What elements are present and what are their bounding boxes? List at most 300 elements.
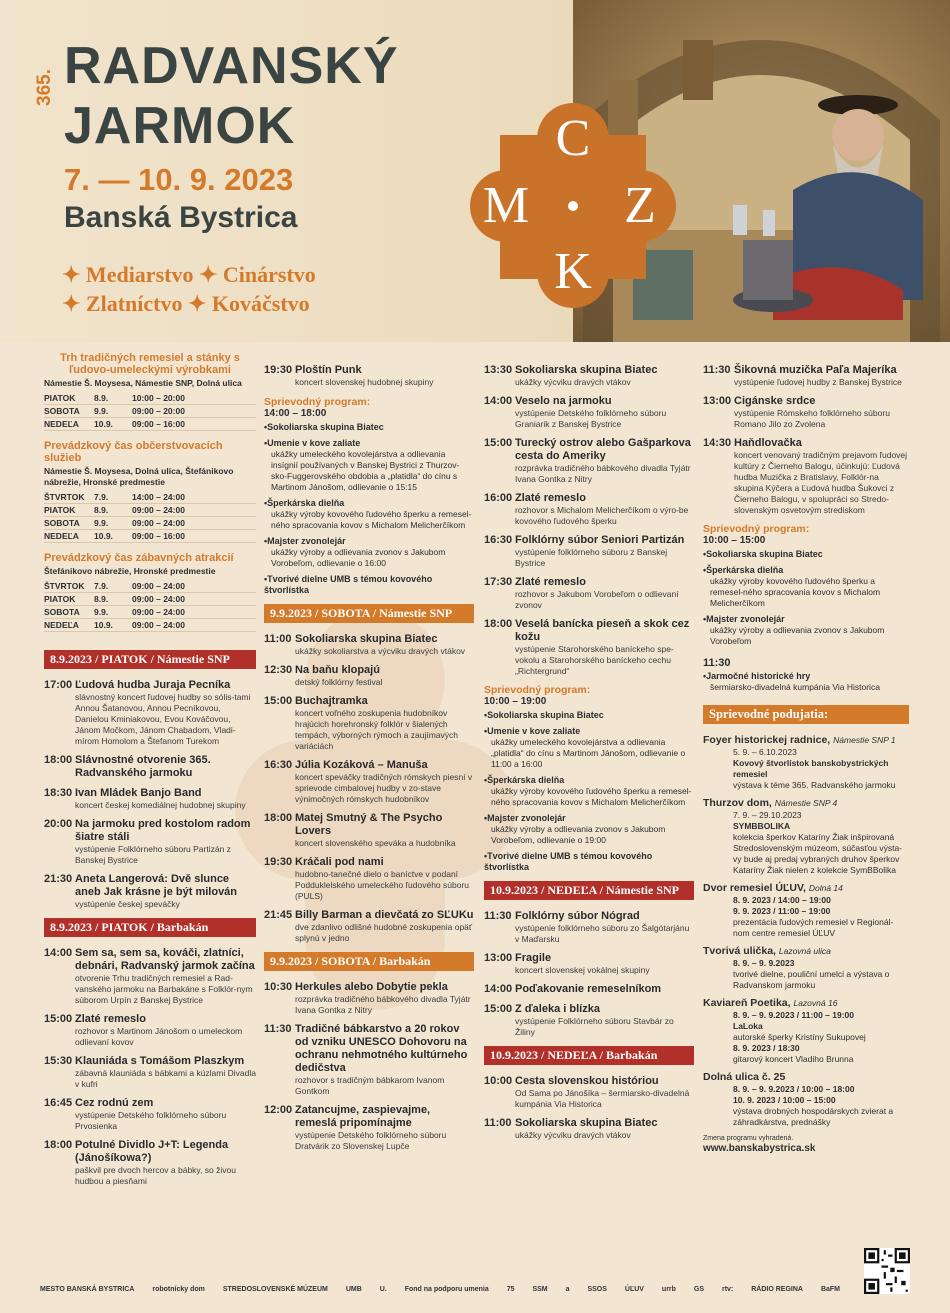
event-item (264, 909, 474, 944)
event-time: 18:30 (44, 787, 73, 799)
side-event-line: 8. 9. 2023 / 14:00 – 19:00 (733, 895, 831, 905)
event-name: Billy Barman a dievčatá zo SĽUKu (295, 909, 474, 921)
event-body (295, 759, 474, 805)
event-name: Na baňu klopajú (295, 664, 380, 676)
event-name: Ploštín Punk (295, 364, 362, 376)
sponsor-logo: GS (693, 1286, 705, 1293)
hours-row: NEDEĽA 10.9. 09:00 – 24:00 (44, 619, 256, 632)
program-item-desc: ukážky výroby kovového ľudového šperku a remesel-ného spracovania kovov s Michalom Melicherčíkom (491, 786, 692, 807)
event-name: Ľudová hudba Juraja Pecníka (75, 679, 231, 691)
side-event-venue (703, 945, 909, 958)
event-item (703, 437, 909, 516)
event-time: 11:30 (703, 657, 731, 669)
event-desc: vystúpenie Folklórneho súboru Stavbár zo Žiliny (515, 1016, 674, 1037)
event-time: 18:00 (44, 1139, 73, 1151)
event-item (484, 618, 694, 677)
program-item-name: • Umenie v kove zaliate (264, 438, 474, 449)
hours-location: Námestie Š. Moysesa, Námestie SNP, Dolná ulica (44, 378, 242, 388)
event-dates: 7. — 10. 9. 2023 (64, 162, 294, 197)
event-item (484, 1117, 694, 1141)
event-name: Na jarmoku pred kostolom radom šiatre stáli (75, 818, 251, 843)
logo-letter-m: M (470, 170, 542, 242)
hours-row: PIATOK 8.9. 09:00 – 24:00 (44, 504, 256, 517)
hours-row: SOBOTA 9.9. 09:00 – 24:00 (44, 517, 256, 530)
event-item (484, 576, 694, 611)
event-time: 15:00 (484, 437, 513, 449)
event-body (295, 1104, 474, 1152)
program-time: 10:00 – 15:00 (703, 535, 766, 546)
hours-row: PIATOK 8.9. 09:00 – 24:00 (44, 593, 256, 606)
event-city: Banská Bystrica (64, 201, 298, 234)
event-item (44, 873, 256, 910)
side-program-sun (703, 523, 909, 647)
sponsor-logos (40, 1276, 840, 1304)
day-banner-sat-barbakan: 9.9.2023 / SOBOTA / Barbakán (264, 952, 474, 971)
event-item (44, 1139, 256, 1187)
hours-title: Trh tradičných remesiel a stánky s ľudovo-umeleckými výrobkami (60, 352, 240, 376)
event-body (515, 576, 694, 611)
side-event-address: Námestie SNP 4 (774, 798, 838, 808)
sponsor-logo: 75 (506, 1286, 515, 1293)
event-name: Slávnostné otvorenie 365. Radvanského jarmoku (75, 754, 211, 779)
side-event-line: 8. 9. – 9. 9.2023 / 10:00 – 18:00 (733, 1084, 855, 1094)
event-item (44, 754, 256, 780)
event-desc: koncert slovenskej vokálnej skupiny (515, 965, 650, 975)
event-name: Buchajtramka (295, 695, 368, 707)
event-name: Tradičné bábkarstvo a 20 rokov od vzniku UNESCO Dohovoru na ochranu nehmotného kultúrneho dedičstva (295, 1023, 468, 1074)
side-event-line: 8. 9. 2023 / 18:30 (733, 1043, 800, 1053)
event-name: Cez rodnú zem (75, 1097, 154, 1109)
event-desc: koncert venovaný tradičným prejavom ľudovej kultúry z Čierneho Balogu, účinkujú: Ľudová hudba Muzička z Bratislavy, Folklór-na skupina Kýčera a Ľudová hudba Šukovci z Čierneho Balogu, v spolupráci so Stredo-slovenským osvetovým strediskom (734, 450, 908, 515)
sponsor-logo: ÚĽUV (624, 1286, 644, 1293)
program-change-note: Zmena programu vyhradená. (703, 1135, 794, 1142)
event-name: Potulné Dividlo J+T: Legenda (Jánošíkowa?) (75, 1139, 229, 1164)
column-2 (264, 352, 474, 1159)
event-name: Ivan Mládek Banjo Band (75, 787, 202, 799)
day-banner-sun-barbakan: 10.9.2023 / NEDEĽA / Barbakán (484, 1046, 694, 1065)
event-desc: paškvil pre dvoch hercov a bábky, so živou hudbou a piesňami (75, 1165, 236, 1186)
event-name: Folklórny súbor Nógrad (515, 910, 640, 922)
event-desc: rozprávka tradičného bábkového divadla Tyjátr Ivana Gontka z Nitry (515, 463, 691, 484)
event-desc: vystúpenie Detského folklórneho súboru Graniarik z Banskej Bystrice (515, 408, 667, 429)
event-item (264, 1023, 474, 1097)
side-event-venue-name: Kaviareň Poetika, (703, 997, 791, 1009)
day-banner-fri-snp: 8.9.2023 / PIATOK / Námestie SNP (44, 650, 256, 669)
event-body (75, 787, 256, 811)
event-item (264, 759, 474, 805)
side-event-line: 9. 9. 2023 / 11:00 – 19:00 (733, 906, 831, 916)
event-time: 14:30 (703, 437, 732, 449)
program-item-desc: ukážky výroby a odlievania zvonov s Jakubom Vorobeľom, odlievanie o 16:00 (271, 547, 446, 568)
side-event-venue (703, 734, 909, 747)
event-time: 21:30 (44, 873, 73, 885)
hours-row: PIATOK 8.9. 10:00 – 20:00 (44, 392, 256, 405)
event-desc: rozhovor s Jakubom Vorobeľom o odlievaní zvonov (515, 589, 679, 610)
side-event-line: prezentácia ľudových remesiel v Regionál-nom centre remesiel ÚĽUV (733, 917, 894, 938)
event-item (484, 395, 694, 430)
column-3 (484, 352, 694, 1148)
side-event (703, 797, 909, 876)
program-item (264, 574, 474, 596)
event-item (703, 657, 909, 670)
event-desc: koncert voľného zoskupenia hudobníkov hrajúcich horehronský folklór v šialených tempách, výborných rýmoch a zaujímavých variáciách (295, 708, 458, 751)
event-item (703, 395, 909, 430)
event-body (734, 364, 909, 388)
event-name: Sokoliarska skupina Biatec (515, 1117, 658, 1129)
event-desc: dve zdanlivo odlišné hudobné zoskupenia opäť splynú v jedno (295, 922, 473, 943)
event-body (515, 1003, 694, 1038)
event-desc: vystúpenie Starohorského baníckeho spe-vokolu a Starohorského baníckeho cechu „Richtergrund“ (515, 644, 674, 676)
sponsor-logo: rtv: (721, 1286, 734, 1293)
event-body (295, 981, 474, 1016)
program-item-name: • Sokoliarska skupina Biatec (484, 710, 694, 721)
event-item (44, 1097, 256, 1132)
event-time: 17:00 (44, 679, 73, 691)
program-time: 10:00 – 19:00 (484, 696, 547, 707)
event-body (75, 754, 256, 780)
program-item-name: • Tvorivé dielne UMB s témou kovového štvorlístka (264, 574, 474, 596)
event-list-sat-barbakan (264, 981, 474, 1152)
event-name: Haňdlovačka (734, 437, 802, 449)
hours-row: NEDEĽA 10.9. 09:00 – 16:00 (44, 530, 256, 543)
event-name: Poďakovanie remeselníkom (515, 983, 662, 995)
event-time: 12:30 (264, 664, 293, 676)
event-time: 11:30 (264, 1023, 292, 1035)
event-desc: otvorenie Trhu tradičných remesiel a Rad-vanského jarmoku na Barbakáne s Folklór-nym súborom Urpín z Banskej Bystrice (75, 973, 253, 1005)
event-desc: vystúpenie Folklórneho súboru Partizán z Banskej Bystrice (75, 844, 231, 865)
qr-code[interactable] (864, 1248, 910, 1294)
sponsor-logo: SSM (532, 1286, 548, 1293)
event-item (44, 1013, 256, 1048)
sponsor-logo: SSOS (587, 1286, 607, 1293)
event-item (484, 1003, 694, 1038)
event-name: Zlaté remeslo (75, 1013, 146, 1025)
program-item (264, 536, 474, 569)
side-event (703, 945, 909, 991)
event-desc: vystúpenie Detského folklórneho súboru Prvosienka (75, 1110, 227, 1131)
program-item (264, 498, 474, 531)
sponsor-logo: RÁDIO REGINA (751, 1286, 803, 1293)
program-item-name: • Sokoliarska skupina Biatec (703, 549, 909, 560)
event-desc: koncert slovenskej hudobnej skupiny (295, 377, 434, 387)
event-desc: koncert speváčky tradičných rómskych piesní v sprievode cimbalovej hudby v zo-stave výnimočných rómskych hudobníkov (295, 772, 473, 804)
event-name: Aneta Langerová: Dvě slunce aneb Jak krásne je být milován (75, 873, 238, 898)
event-time: 14:00 (484, 983, 513, 995)
side-event-venue (703, 882, 909, 895)
side-event-line: Kovový štvorlístok banskobystrických remesiel (733, 758, 889, 779)
event-list-sun-barbakan-cont (703, 364, 909, 516)
program-item-desc: ukážky umeleckého kovolejárstva a odlievania insígnií používaných v Banskej Bystrici z Thurzov-sko-Fuggerovského obdobia a „platidla“ do cínu s Martinom Jánošom, odlievanie o 15:15 (271, 449, 460, 492)
event-desc: ukážky výcviku dravých vtákov (515, 1130, 631, 1140)
event-name: Veselá banícka pieseň a skok cez kožu (515, 618, 690, 643)
event-body (75, 947, 256, 1006)
event-item (44, 1055, 256, 1090)
event-body (515, 952, 694, 976)
program-item-name: • Majster zvonolejár (703, 614, 909, 625)
hours-title: Prevádzkový čas občerstvovacích služieb (44, 440, 223, 464)
event-name: Kráčali pod nami (295, 856, 384, 868)
event-item (44, 818, 256, 866)
side-event-address: Námestie SNP 1 (833, 735, 896, 745)
event-body (734, 395, 909, 430)
event-body (515, 1075, 694, 1110)
event-time: 15:00 (484, 1003, 513, 1015)
event-time: 13:30 (484, 364, 513, 376)
event-body (515, 534, 694, 569)
event-time: 10:00 (484, 1075, 513, 1087)
event-time: 10:30 (264, 981, 293, 993)
event-desc: vystúpenie Detského folklórneho súboru Dratvárik zo Slovenskej Lupče (295, 1130, 447, 1151)
page-title-line2: JARMOK (64, 97, 296, 155)
hours-location: Námestie Š. Moysesa, Dolná ulica, Štefánikovo nábrežie, Hronské predmestie (44, 466, 234, 487)
logo-dot (568, 201, 578, 211)
sponsor-logo: MESTO BANSKÁ BYSTRICA (40, 1286, 135, 1293)
hours-row: NEDEĽA 10.9. 09:00 – 16:00 (44, 418, 256, 431)
event-item (484, 910, 694, 945)
program-heading: Sprievodný program: (264, 396, 371, 408)
event-body (515, 910, 694, 945)
event-name: Júlia Kozáková – Manuša (295, 759, 428, 771)
program-item-name: • Šperkárska dielňa (264, 498, 474, 509)
program-item-desc: ukážky výroby a odlievania zvonov s Jakubom Vorobeľom (710, 625, 885, 646)
event-body (75, 873, 256, 910)
program-heading: Sprievodný program: (484, 684, 591, 696)
event-item (44, 787, 256, 811)
side-event (703, 1071, 909, 1128)
event-time: 18:00 (44, 754, 73, 766)
event-list-sun-barbakan (484, 1075, 694, 1141)
event-time: 12:00 (264, 1104, 293, 1116)
event-time: 20:00 (44, 818, 73, 830)
event-time: 18:00 (264, 812, 293, 824)
event-time: 13:00 (484, 952, 513, 964)
event-name: Folklórny súbor Seniori Partizán (515, 534, 685, 546)
program-heading: Sprievodný program: (703, 523, 810, 535)
event-body (295, 909, 474, 944)
program-item-name: • Šperkárska dielňa (703, 565, 909, 576)
day-banner-sun-snp: 10.9.2023 / NEDEĽA / Námestie SNP (484, 881, 694, 900)
crafts-line2: ✦ Zlatníctvo ✦ Kováčstvo (62, 291, 310, 316)
side-event-line: SYMBBOLIKA (733, 821, 791, 831)
program-item (703, 549, 909, 560)
event-body (515, 364, 694, 388)
event-item (484, 364, 694, 388)
sponsor-logo: urrb (661, 1286, 676, 1293)
event-time: 17:30 (484, 576, 513, 588)
event-body (75, 1013, 256, 1048)
event-item (264, 364, 474, 388)
event-desc: zábavná klauniáda s bábkami a kúzlami Divadla v kufri (75, 1068, 256, 1089)
event-item (484, 952, 694, 976)
event-item (264, 856, 474, 902)
event-time: 11:00 (264, 633, 292, 645)
side-event-line: 8. 9. – 9. 9.2023 (733, 958, 795, 968)
event-item (703, 364, 909, 388)
program-item (484, 851, 694, 873)
event-item (44, 679, 256, 747)
event-item (484, 534, 694, 569)
crafts-line1: ✦ Mediarstvo ✦ Cinárstvo (62, 262, 316, 287)
sponsor-logo: a (565, 1286, 570, 1293)
program-item-name: • Umenie v kove zaliate (484, 726, 694, 737)
program-item-name: • Majster zvonolejár (484, 813, 694, 824)
event-time: 15:30 (44, 1055, 73, 1067)
website-link[interactable]: www.banskabystrica.sk (703, 1143, 816, 1154)
event-item (264, 633, 474, 657)
program-item-desc: ukážky výroby kovového ľudového šperku a remesel-ného spracovania kovov s Michalom Melicherčíkom (271, 509, 472, 530)
event-time: 11:30 (703, 364, 731, 376)
logo-letter-k: K (537, 236, 609, 308)
event-time: 15:00 (44, 1013, 73, 1025)
event-list-fri-snp (44, 679, 256, 910)
event-body (75, 1139, 256, 1187)
page-title-line1: RADVANSKÝ (64, 37, 399, 95)
event-body (75, 1055, 256, 1090)
event-item (264, 1104, 474, 1152)
event-body (515, 395, 694, 430)
side-event-venue (703, 997, 909, 1010)
event-time: 13:00 (703, 395, 732, 407)
program-item-desc: šermiarsko-divadelná kumpánia Via Historica (710, 682, 880, 692)
event-name: Sokoliarska skupina Biatec (515, 364, 658, 376)
program-item-desc: ukážky výroby a odlievania zvonov s Jakubom Vorobeľom, odlievanie o 19:00 (491, 824, 666, 845)
logo-letter-z: Z (604, 170, 676, 242)
sponsor-logo: Fond na podporu umenia (404, 1286, 489, 1293)
side-event-line: 10. 9. 2023 / 10:00 – 15:00 (733, 1095, 836, 1105)
side-event-venue-name: Tvorivá ulička, (703, 945, 776, 957)
side-event-venue (703, 1071, 909, 1084)
event-body (295, 364, 474, 388)
event-body (515, 983, 694, 996)
event-list-fri-snp-cont (264, 364, 474, 388)
side-event-venue-name: Foyer historickej radnice, (703, 734, 831, 746)
event-item (484, 437, 694, 485)
event-body (515, 618, 694, 677)
event-name: Fragile (515, 952, 552, 964)
program-item (484, 813, 694, 846)
side-event-line: kolekcia šperkov Kataríny Žiak inšpirovaná Stredoslovenským múzeom, súčasťou výsta-vy bude aj predaj vybraných druhov šperkov Kataríny Žiak nielen z kolekcie SymBBolika (733, 832, 902, 875)
sponsor-logo: UMB (345, 1286, 362, 1293)
event-body (295, 812, 474, 849)
program-item-name: • Jarmočné historické hry (703, 671, 909, 682)
day-banner-fri-barbakan: 8.9.2023 / PIATOK / Barbakán (44, 918, 256, 937)
event-body (515, 492, 694, 527)
event-item (264, 812, 474, 849)
side-event-line: výstava drobných hospodárskych zvierat a záhradkárstva, prednášky (733, 1106, 894, 1127)
side-event-address: Lazovná 16 (793, 998, 838, 1008)
event-body (295, 633, 474, 657)
hours-block-refreshments (44, 440, 256, 543)
side-event-venue-name: Dolná ulica č. 25 (703, 1071, 786, 1083)
event-time: 16:45 (44, 1097, 73, 1109)
side-event-line: 7. 9. – 29.10.2023 (733, 810, 802, 820)
program-item-name: • Sokoliarska skupina Biatec (264, 422, 474, 433)
event-body (734, 437, 909, 516)
side-program-fri (264, 396, 474, 596)
sponsor-logo: robotnícky dom (152, 1286, 205, 1293)
event-list-sun-snp (484, 910, 694, 1038)
event-body (515, 437, 694, 485)
logo-letter-c: C (537, 103, 609, 175)
event-name: Zatancujme, zaspievajme, remeslá pripomínajme (295, 1104, 431, 1129)
event-desc: vystúpenie českej speváčky (75, 899, 180, 909)
event-time: 14:00 (44, 947, 73, 959)
event-time: 19:30 (264, 364, 293, 376)
event-name: Šikovná muzička Paľa Majeríka (734, 364, 897, 376)
event-time: 21:45 (264, 909, 293, 921)
side-event-address: Lazovná ulica (778, 946, 831, 956)
side-event-venue-name: Thurzov dom, (703, 797, 772, 809)
side-event (703, 882, 909, 939)
side-event-address: Dolná 14 (808, 883, 843, 893)
event-name: Sem sa, sem sa, kováči, zlatníci, debnári, Radvanský jarmok začína (75, 947, 255, 972)
event-list-fri-barbakan (44, 947, 256, 1187)
event-desc: rozhovor s tradičným bábkarom Ivanom Gontkom (295, 1075, 445, 1096)
edition-number: 365. (34, 69, 55, 107)
side-event-venue (703, 797, 909, 810)
event-time: 16:00 (484, 492, 513, 504)
event-name: Sokoliarska skupina Biatec (295, 633, 438, 645)
day-banner-sat-snp: 9.9.2023 / SOBOTA / Námestie SNP (264, 604, 474, 623)
event-body (75, 1097, 256, 1132)
hours-block-market (44, 352, 256, 431)
hours-row: SOBOTA 9.9. 09:00 – 20:00 (44, 405, 256, 418)
event-desc: ukážky výcviku dravých vtákov (515, 377, 631, 387)
program-item-desc: ukážky výroby kovového ľudového šperku a remesel-ného spracovania kovov s Michalom Melicherčíkom (710, 576, 881, 608)
hours-row: ŠTVRTOK 7.9. 14:00 – 24:00 (44, 491, 256, 504)
event-desc: koncert českej komediálnej hudobnej skupiny (75, 800, 246, 810)
side-event-venue-name: Dvor remesiel ÚĽUV, (703, 882, 806, 894)
event-time: 18:00 (484, 618, 513, 630)
event-item (264, 664, 474, 688)
event-item (484, 492, 694, 527)
event-time: 14:00 (484, 395, 513, 407)
event-desc: vystúpenie folklórneho súboru z Banskej Bystrice (515, 547, 668, 568)
event-desc: rozhovor s Michalom Melicherčíkom o výro-be kovového ľudového šperku (515, 505, 689, 526)
column-1 (44, 352, 256, 1194)
side-event-line: LaLoka (733, 1021, 763, 1031)
program-item (264, 422, 474, 433)
event-time: 11:30 (484, 910, 512, 922)
program-item (703, 671, 909, 693)
event-desc: detský folklórny festival (295, 677, 383, 687)
event-body (295, 664, 474, 688)
side-events-list (703, 734, 909, 1128)
event-body (295, 856, 474, 902)
event-item (484, 1075, 694, 1110)
event-body (75, 679, 256, 747)
event-name: Herkules alebo Dobytie pekla (295, 981, 448, 993)
event-desc: slávnostný koncert ľudovej hudby so sólis-tami Annou Šatanovou, Annou Pecníkovou, Danielou Kminiakovou, Evou Kováčovou, Jánom Močkom, Jánom Chabadom, Vladi-mírom Homolom a Štefanom Turekom (75, 692, 251, 746)
event-name: Zlaté remeslo (515, 576, 586, 588)
event-list-sat-snp (264, 633, 474, 944)
side-events-banner: Sprievodné podujatia: (703, 705, 909, 724)
event-item (264, 981, 474, 1016)
event-time: 15:00 (264, 695, 293, 707)
sponsor-logo: STREDOSLOVENSKÉ MÚZEUM (222, 1286, 328, 1293)
event-name: Klauniáda s Tomášom Plaszkym (75, 1055, 245, 1067)
event-time: 16:30 (264, 759, 293, 771)
event-desc: ukážky sokoliarstva a výcviku dravých vtákov (295, 646, 466, 656)
event-desc: rozprávka tradičného bábkového divadla Tyjátr Ivana Gontka z Nitry (295, 994, 471, 1015)
side-event-line: 8. 9. – 9. 9.2023 / 11:00 – 19:00 (733, 1010, 854, 1020)
program-item-name: • Šperkárska dielňa (484, 775, 694, 786)
event-name: Matej Smutný & The Psycho Lovers (295, 812, 443, 837)
event-desc: rozhovor s Martinom Jánošom o umeleckom odlievaní kovov (75, 1026, 243, 1047)
event-item (264, 695, 474, 752)
program-item (484, 726, 694, 770)
event-list-sat-barbakan-cont (484, 364, 694, 677)
